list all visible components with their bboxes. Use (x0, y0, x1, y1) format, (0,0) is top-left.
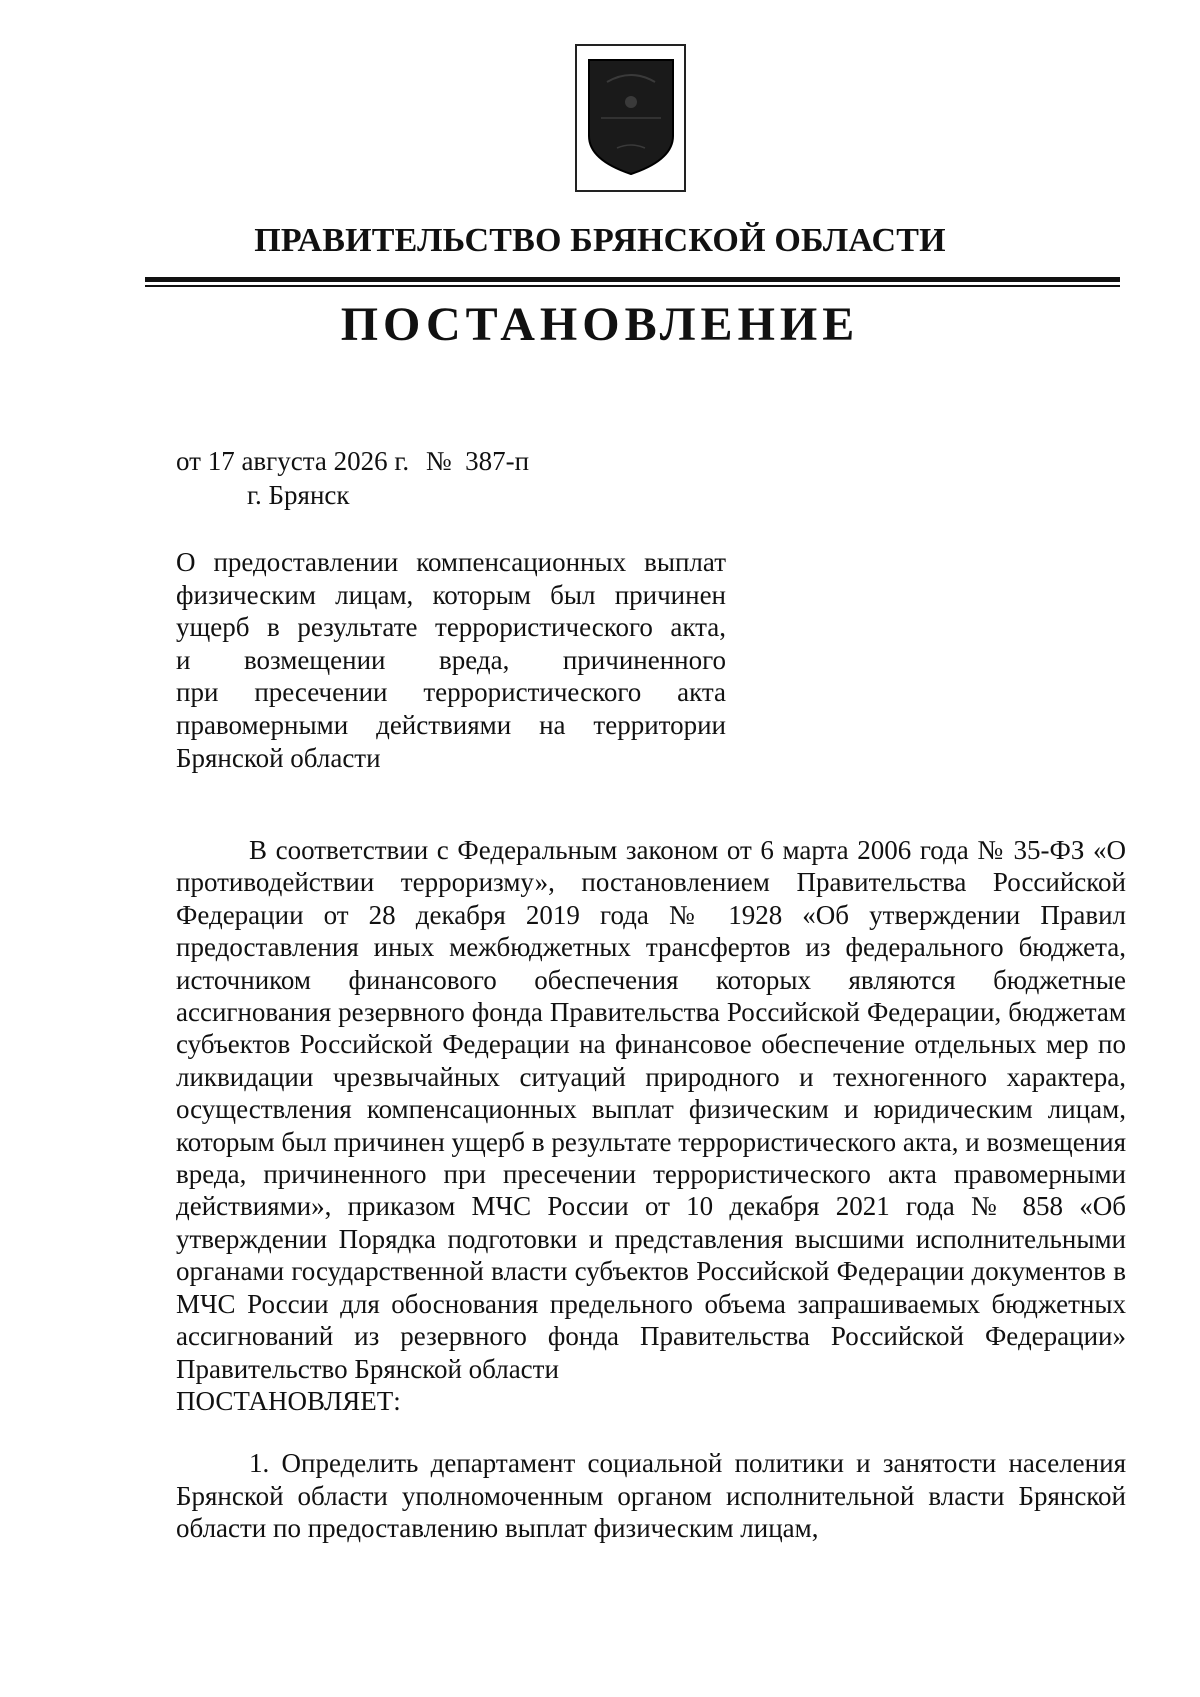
document-meta (176, 446, 529, 477)
document-body (176, 834, 1126, 1545)
document-date: от 17 августа 2026 г. (176, 446, 410, 476)
subject-line: и возмещении вреда, причиненного (176, 644, 726, 675)
document-type: ПОСТАНОВЛЕНИЕ (340, 298, 860, 351)
subject-line: Брянской области (176, 742, 381, 773)
decree-word: ПОСТАНОВЛЯЕТ: (176, 1385, 401, 1416)
organization-title: ПРАВИТЕЛЬСТВО БРЯНСКОЙ ОБЛАСТИ (254, 222, 946, 259)
subject-line: ущерб в результате террористического акта, (176, 612, 726, 643)
coat-of-arms-icon (587, 58, 675, 176)
preamble-paragraph: В соответствии с Федеральным законом от 6 марта 2006 года № 35-ФЗ «О противодействии терроризму», постановлением Правительства Российской Федерации от 28 декабря 2019 года № 1928 «Об утверждении Правил предоставления иных межбюджетных трансфертов из федерального бюджета, источником финансового обеспечения которых являются бюджетные ассигнования резервного фонда Правительства Российской Федерации, бюджетам субъектов Российской Федерации на финансовое обеспечение отдельных мер по ликвидации чрезвычайных ситуаций природного и техногенного характера, осуществления компенсационных выплат физическим и юридическим лицам, которым был причинен ущерб в результате террористического акта, и возмещения вреда, причиненного при пресечении террористического акта правомерными действиями», приказом МЧС России от 10 декабря 2021 года № 858 «Об утверждении Порядка подготовки и представления высшими исполнительными органами государственной власти субъектов Российской Федерации документов в МЧС России для обоснования предельного объема запрашиваемых бюджетных ассигнований из резервного фонда Правительства Российской Федерации» Правительство Брянской области (176, 835, 1126, 1384)
emblem-frame (575, 44, 686, 192)
subject-line: физическим лицам, которым был причинен (176, 579, 726, 610)
header-rule-thin (145, 285, 1120, 287)
header-rule-thick (145, 277, 1120, 282)
subject-line: при пресечении террористического акта (176, 677, 726, 708)
subject-line: правомерными действиями на территории (176, 709, 726, 740)
subject-line: О предоставлении компенсационных выплат (176, 547, 726, 577)
clause-1: 1. Определить департамент социальной политики и занятости населения Брянской области уполномоченным органом исполнительной власти Брянской области по предоставлению выплат физическим лицам, (176, 1448, 1126, 1544)
document-number: № 387-п (425, 446, 530, 476)
document-subject (176, 546, 726, 774)
document-city: г. Брянск (247, 480, 350, 510)
